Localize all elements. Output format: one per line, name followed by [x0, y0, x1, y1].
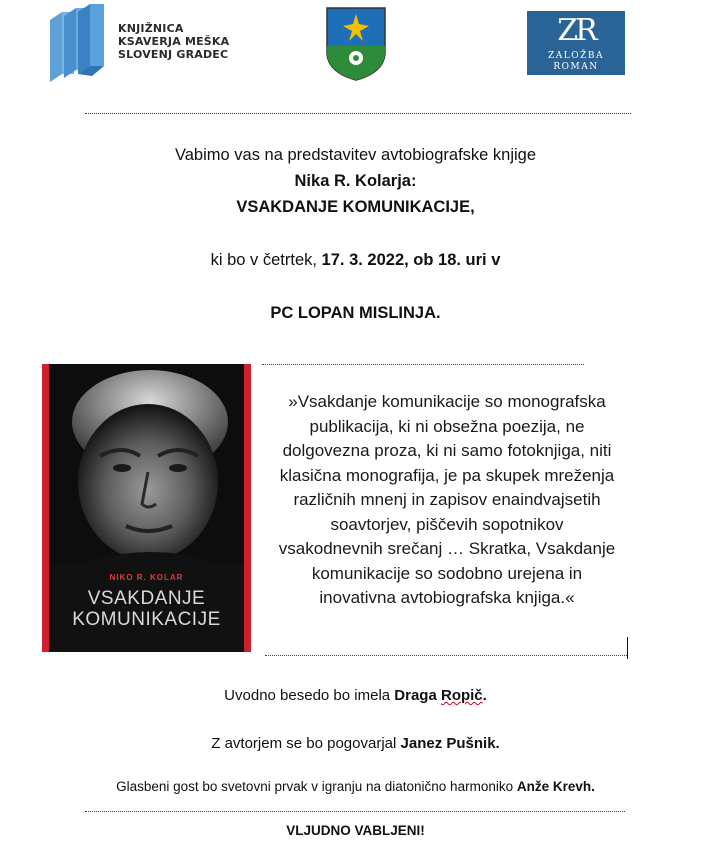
cover-title-line-1: VSAKDANJE — [87, 588, 206, 609]
quote-line: različnih mnenj in zapisov enaindvajsetih — [293, 490, 601, 509]
event-venue: PC LOPAN MISLINJA. — [270, 304, 441, 322]
intro-speaker — [0, 687, 711, 704]
moderator-name: Janez Pušnik. — [400, 735, 500, 752]
date-prefix: ki bo v četrtek, — [210, 251, 322, 269]
library-name — [118, 22, 229, 61]
music-guest-name: Anže Krevh. — [516, 779, 595, 794]
moderator-prefix: Z avtorjem se bo pogovarjal — [211, 735, 401, 752]
cover-title-line-2: KOMUNIKACIJE — [72, 609, 221, 630]
cover-author: NIKO R. KOLAR — [109, 573, 184, 582]
author-portrait-image — [42, 364, 251, 564]
moderator — [0, 735, 711, 752]
text-cursor — [627, 637, 628, 659]
quote-line: vsakodnevnih srečanj … Skratka, Vsakdanje — [278, 539, 616, 558]
publisher-name-line-2: ROMAN — [553, 62, 599, 72]
book-cover — [42, 364, 251, 652]
quote-line: »Vsakdanje komunikacije so monografska — [288, 392, 606, 411]
invitation-intro: Vabimo vas na predstavitev avtobiografske knjige — [174, 146, 537, 164]
quote-line: komunikacije so sodobno urejena in — [311, 563, 583, 583]
footer-divider — [85, 811, 625, 812]
books-icon — [46, 2, 116, 90]
book-quote — [262, 390, 632, 611]
quote-line: soavtorjev, piščevih sopotnikov — [330, 514, 564, 534]
publisher-name-line-1: ZALOŽBA — [548, 51, 604, 61]
publisher-name — [527, 51, 625, 73]
coat-of-arms-icon — [325, 6, 387, 82]
publisher-logo — [527, 11, 625, 75]
library-name-line-1: KNJIŽNICA — [118, 22, 184, 35]
quote-line: inovativna avtobiografska knjiga.« — [319, 588, 575, 607]
closing-text: VLJUDNO VABLJENI! — [286, 823, 425, 838]
intro-first-name: Draga — [394, 687, 441, 704]
author-name: Nika R. Kolarja: — [294, 172, 417, 190]
header-divider — [85, 113, 631, 114]
quote-line: klasična monografija, je pa skupek mreženja — [279, 465, 615, 485]
publisher-mark: ZR — [557, 13, 595, 48]
quote-top-divider — [262, 364, 584, 365]
intro-last-name: Ropič — [440, 687, 483, 704]
library-name-line-3: SLOVENJ GRADEC — [118, 48, 229, 61]
date-value: 17. 3. 2022, ob 18. uri v — [321, 251, 501, 269]
quote-line: publikacija, ki ni obsežna poezija, ne — [309, 416, 585, 436]
quote-bottom-divider — [265, 655, 627, 656]
intro-suffix: . — [482, 687, 487, 704]
music-prefix: Glasbeni gost bo svetovni prvak v igranju na diatonično harmoniko — [116, 779, 517, 794]
library-name-line-2: KSAVERJA MEŠKA — [118, 35, 230, 48]
event-date — [0, 251, 711, 270]
intro-prefix: Uvodno besedo bo imela — [224, 687, 395, 704]
book-title: VSAKDANJE KOMUNIKACIJE, — [236, 198, 475, 216]
quote-line: dolgovezna proza, ki ni samo fotoknjiga, niti — [282, 441, 612, 460]
music-guest — [0, 779, 711, 794]
